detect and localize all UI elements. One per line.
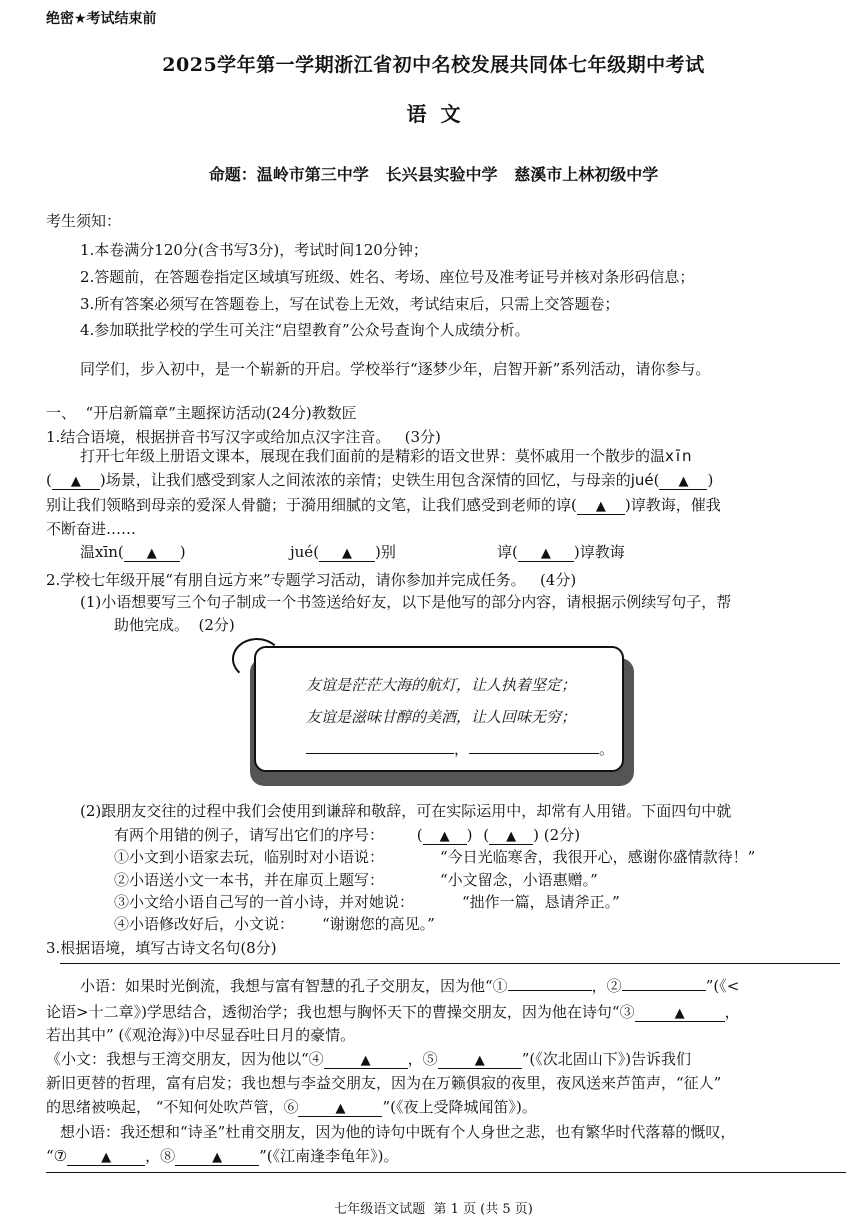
secret-mark: 绝密★考试结束前 <box>46 11 157 27</box>
intro-text: 同学们，步入初中，是一个崭新的开启。学校举行“逐梦少年，启智开新”系列活动，请你参与。 <box>80 360 711 378</box>
q2-option-4: ④小语修改好后，小文说： <box>114 915 295 933</box>
bookmark-card <box>232 638 634 788</box>
q2-stem: 2.学校七年级开展“有朋自远方来”专题学习活动，请你参加并完成任务。 (4分) <box>46 571 577 589</box>
q1-stem: 1.结合语境，根据拼音书写汉字或给加点汉字注音。 (3分) <box>46 428 441 446</box>
q2-option-1: ①小文到小语家去玩，临别时对小语说： <box>114 848 385 866</box>
notice-item: 2.答题前，在答题卷指定区域填写班级、姓名、考场、座位号及准考证号并核对条形码信息； <box>80 268 695 286</box>
q3-box-bottom-rule <box>46 1172 846 1173</box>
q2-option-3-quote: “拙作一篇，恳请斧正。” <box>462 893 620 911</box>
q3-line: 新旧更替的哲理，富有启发；我也想与李益交朋友，因为在万籁俱寂的夜里，夜风送来芦笛声，“征人” <box>46 1074 722 1092</box>
subject-title: 语 文 <box>406 102 461 126</box>
q3-stem: 3.根据语境，填写古诗文名句(8分) <box>46 939 277 957</box>
answer-blank <box>469 753 599 754</box>
answer-blank: ▲ <box>319 544 375 562</box>
q3-box-top-rule <box>60 963 840 964</box>
answer-blank <box>306 753 454 754</box>
answer-blank: ▲ <box>124 544 180 562</box>
q2-option-3: ③小文给小语自己写的一首小诗，并对她说： <box>114 893 415 911</box>
q1-answer-3: 谆( ▲ )谆教诲 <box>497 543 625 561</box>
q2-option-4-quote: “谢谢您的高见。” <box>322 915 435 933</box>
card-body <box>254 646 624 772</box>
section-heading: 一、 “开启新篇章”主题探访活动(24分)教数匠 <box>46 404 357 422</box>
answer-blank: ▲ <box>423 827 467 845</box>
notice-heading: 考生须知： <box>46 212 122 230</box>
page-footer: 七年级语文试题 第 1 页 (共 5 页) <box>334 1202 533 1217</box>
q1-answer-2: jué( ▲ )别 <box>290 543 396 561</box>
q3-line: “⑦ ▲ ，⑧ ▲ ”(《江南逢李龟年》)。 <box>46 1147 399 1165</box>
answer-blank: ▲ <box>489 827 533 845</box>
answer-blank: ▲ <box>52 472 100 490</box>
notice-item: 3.所有答案必须写在答题卷上，写在试卷上无效，考试结束后，只需上交答题卷； <box>80 295 620 313</box>
answer-blank: ▲ <box>324 1051 408 1069</box>
q1-paragraph-line: 别让我们领略到母亲的爱深人骨髓；于漪用细腻的文笔，让我们感受到老师的谆( ▲ )谆教诲，催我 <box>46 496 721 514</box>
q1-paragraph-line: 不断奋进…… <box>46 520 137 538</box>
answer-blank: ▲ <box>298 1099 382 1117</box>
answer-blank <box>622 990 706 991</box>
answer-blank: ▲ <box>635 1004 725 1022</box>
q2-sub1-line: (1)小语想要写三个句子制成一个书签送给好友，以下是他写的部分内容，请根据示例续写句子，帮 <box>80 593 732 611</box>
q1-paragraph-line: 打开七年级上册语文课本，展现在我们面前的是精彩的语文世界：莫怀戚用一个散步的温xīn <box>80 447 694 465</box>
q3-line: 小语：如果时光倒流，我想与富有智慧的孔子交朋友，因为他“① ，② ”(《< <box>80 977 740 995</box>
answer-blank: ▲ <box>438 1051 522 1069</box>
answer-blank: ▲ <box>518 544 574 562</box>
notice-item: 4.参加联批学校的学生可关注“启望教育”公众号查询个人成绩分析。 <box>80 321 530 339</box>
q1-paragraph-line: ( ▲ )场景，让我们感受到家人之间浓浓的亲情；史铁生用包含深情的回忆，与母亲的jué( ▲ ) <box>46 471 714 489</box>
answer-blank: ▲ <box>175 1148 259 1166</box>
q2-sub2-line: 有两个用错的例子，请写出它们的序号： ( ▲ ) ( ▲ ) (2分) <box>114 826 581 844</box>
answer-blank <box>508 990 592 991</box>
answer-blank: ▲ <box>67 1148 145 1166</box>
card-ring <box>232 638 282 680</box>
q3-line: 想小语：我还想和“诗圣”杜甫交朋友，因为他的诗句中既有个人身世之悲，也有繁华时代落幕的慨叹， <box>60 1123 736 1141</box>
q2-option-2-quote: “小文留念，小语惠赠。” <box>440 871 598 889</box>
authors-line: 命题：温岭市第三中学 长兴县实验中学 慈溪市上林初级中学 <box>208 165 659 184</box>
q3-line: 论语>十二章》)学思结合，透彻治学；我也想与胸怀天下的曹操交朋友，因为他在诗句“③ ▲ ， <box>46 1003 740 1021</box>
q2-sub2-line: (2)跟朋友交往的过程中我们会使用到谦辞和敬辞，可在实际运用中，却常有人用错。下面四句中就 <box>80 802 732 820</box>
q3-line: 若出其中” (《观沧海》)中尽显吞吐日月的豪情。 <box>46 1026 356 1044</box>
q1-answer-1: 温xīn( ▲ ) <box>80 543 186 561</box>
exam-title: 2025学年第一学期浙江省初中名校发展共同体七年级期中考试 <box>162 54 705 76</box>
notice-item: 1.本卷满分120分(含书写3分)，考试时间120分钟； <box>80 241 428 259</box>
card-line-2: 友谊是滋味甘醇的美酒，让人回味无穷； <box>306 708 577 726</box>
q2-option-1-quote: “今日光临寒舍，我很开心，感谢你盛情款待！” <box>440 848 756 866</box>
q3-line: 的思绪被唤起， “不知何处吹芦管，⑥ ▲ ”(《夜上受降城闻笛》)。 <box>46 1098 537 1116</box>
q3-line: 《小文：我想与王湾交朋友，因为他以“④ ▲ ，⑤ ▲ ”(《次北固山下》)告诉我们 <box>46 1050 692 1068</box>
card-line-1: 友谊是茫茫大海的航灯，让人执着坚定； <box>306 676 577 694</box>
q2-option-2: ②小语送小文一本书，并在扉页上题写： <box>114 871 385 889</box>
answer-blank: ▲ <box>659 472 707 490</box>
answer-blank: ▲ <box>577 497 625 515</box>
q2-sub1-line: 助他完成。 (2分) <box>114 616 235 634</box>
card-line-3: ， 。 <box>306 738 614 759</box>
